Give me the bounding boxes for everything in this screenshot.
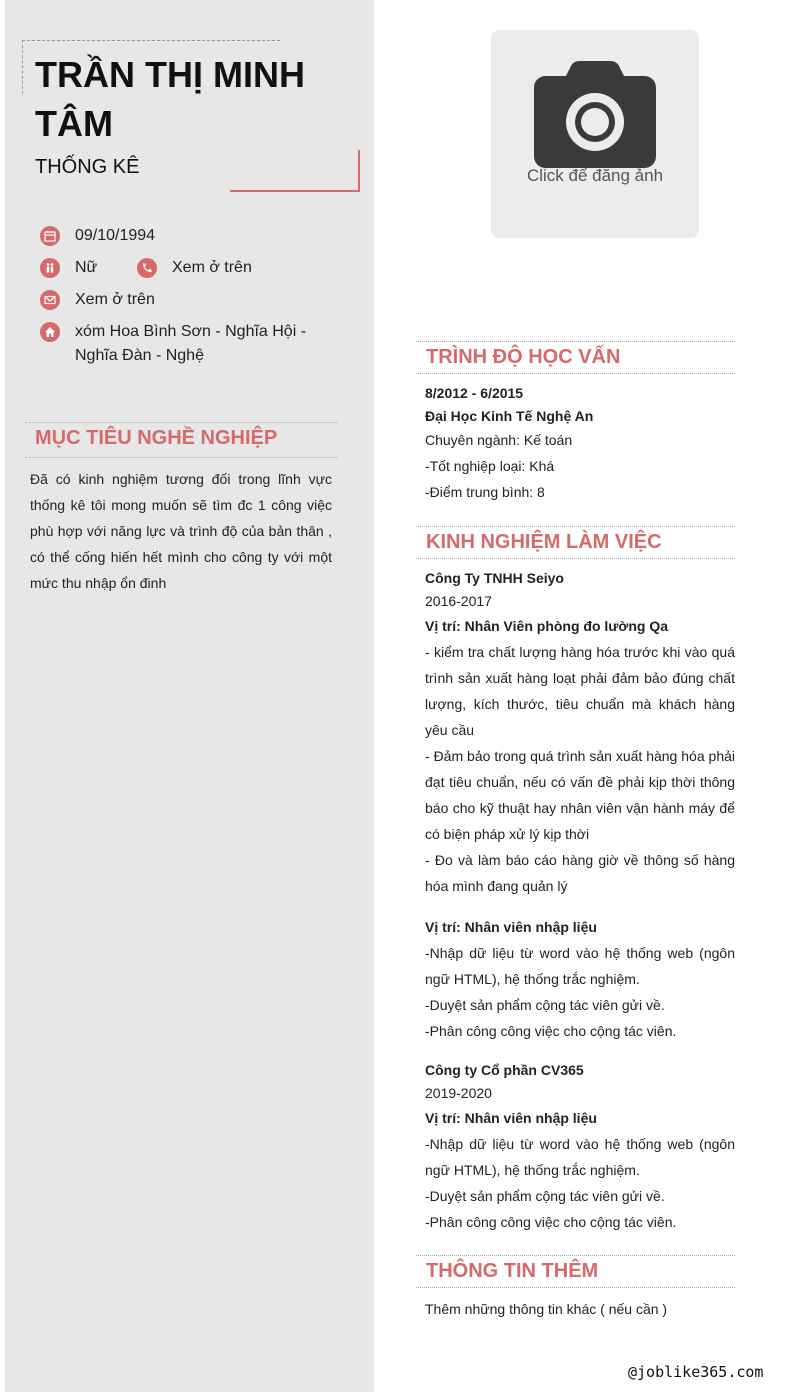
candidate-name[interactable]: TRẦN THỊ MINH TÂM [35, 54, 305, 144]
duty-item[interactable]: - kiểm tra chất lượng hàng hóa trước khi vào quá trình sản xuất hàng loạt phải đảm bảo đúng chất lượng, kích thước, tiêu chuẩn mà khách hàng yêu cầu [425, 644, 735, 738]
extra-info-heading[interactable]: THÔNG TIN THÊM [416, 1255, 735, 1288]
experience-heading[interactable]: KINH NGHIỆM LÀM VIỆC [416, 526, 735, 559]
job-title[interactable]: THỐNG KÊ [35, 156, 140, 178]
education-school[interactable]: Đại Học Kinh Tế Nghệ An [425, 408, 594, 424]
duty-item[interactable]: -Phân công công việc cho cộng tác viên. [425, 1023, 677, 1039]
position-title[interactable]: Vị trí: Nhân viên nhập liệu [425, 919, 597, 935]
photo-upload-label: Click để đăng ảnh [526, 166, 664, 185]
email-row [40, 288, 155, 312]
education-section [425, 384, 735, 505]
phone-value[interactable]: Xem ở trên [172, 259, 252, 276]
title-accent-line [230, 190, 360, 192]
birthday-row [40, 224, 155, 248]
address-row [40, 320, 345, 368]
home-icon [40, 322, 60, 342]
duty-item[interactable]: - Đảm bảo trong quá trình sản xuất hàng hóa phải đạt tiêu chuẩn, nếu có vấn đề phải kịp thời thông báo cho kỹ thuật hay nhân viên vận hành máy để có biện pháp xử lý kịp thời [425, 748, 735, 842]
phone-icon [137, 258, 157, 278]
objective-text[interactable]: Đã có kinh nghiệm tương đối trong lĩnh vực thống kê tôi mong muốn sẽ tìm đc 1 công việc phù hợp với năng lực và trình độ của bản thân , có thể cống hiến hết mình cho công ty với một mức thu nhập ổn đinh [30, 471, 332, 591]
extra-info-text[interactable]: Thêm những thông tin khác ( nếu cần ) [425, 1301, 668, 1317]
phone-row [137, 256, 252, 280]
duty-item[interactable]: -Duyệt sản phẩm cộng tác viên gửi về. [425, 997, 665, 1013]
sidebar [5, 0, 374, 1392]
duty-item[interactable]: -Duyệt sản phẩm cộng tác viên gửi về. [425, 1188, 665, 1204]
education-major[interactable]: Chuyên ngành: Kế toán [425, 432, 573, 448]
gender-icon [40, 258, 60, 278]
education-gpa[interactable]: -Điểm trung bình: 8 [425, 484, 545, 500]
address-value[interactable]: xóm Hoa Bình Sơn - Nghĩa Hội - Nghĩa Đàn - Nghệ [75, 323, 307, 364]
education-period[interactable]: 8/2012 - 6/2015 [425, 385, 524, 401]
duty-item[interactable]: - Đo và làm báo cáo hàng giờ về thông số hàng hóa mình đang quản lý [425, 852, 735, 894]
name-frame-border-left [22, 40, 23, 94]
objective-heading[interactable]: MỤC TIÊU NGHỀ NGHIỆP [25, 422, 337, 458]
position-title[interactable]: Vị trí: Nhân viên nhập liệu [425, 1110, 597, 1126]
gender-value[interactable]: Nữ [75, 259, 98, 276]
camera-icon [532, 60, 658, 170]
education-grade[interactable]: -Tốt nghiệp loại: Khá [425, 458, 555, 474]
education-heading[interactable]: TRÌNH ĐỘ HỌC VẤN [416, 341, 735, 374]
calendar-icon [40, 226, 60, 246]
duty-item[interactable]: -Phân công công việc cho cộng tác viên. [425, 1214, 677, 1230]
duty-item[interactable]: -Nhập dữ liệu từ word vào hệ thống web (ngôn ngữ HTML), hệ thống trắc nghiệm. [425, 945, 735, 987]
birthday-value[interactable]: 09/10/1994 [75, 227, 156, 244]
email-value[interactable]: Xem ở trên [75, 291, 155, 308]
company-name[interactable]: Công Ty TNHH Seiyo [425, 570, 564, 586]
email-icon [40, 290, 60, 310]
photo-upload[interactable] [491, 30, 699, 238]
gender-row [40, 256, 97, 280]
duty-item[interactable]: -Nhập dữ liệu từ word vào hệ thống web (ngôn ngữ HTML), hệ thống trắc nghiệm. [425, 1136, 735, 1178]
title-accent-line-vertical [358, 150, 360, 192]
footer-brand: @joblike365.com [628, 1363, 764, 1381]
name-frame-border [22, 40, 280, 41]
company-period[interactable]: 2019-2020 [425, 1085, 492, 1101]
experience-section [425, 569, 735, 1235]
position-title[interactable]: Vị trí: Nhân Viên phòng đo lường Qa [425, 618, 669, 634]
company-period[interactable]: 2016-2017 [425, 593, 492, 609]
company-name[interactable]: Công ty Cổ phần CV365 [425, 1062, 584, 1078]
